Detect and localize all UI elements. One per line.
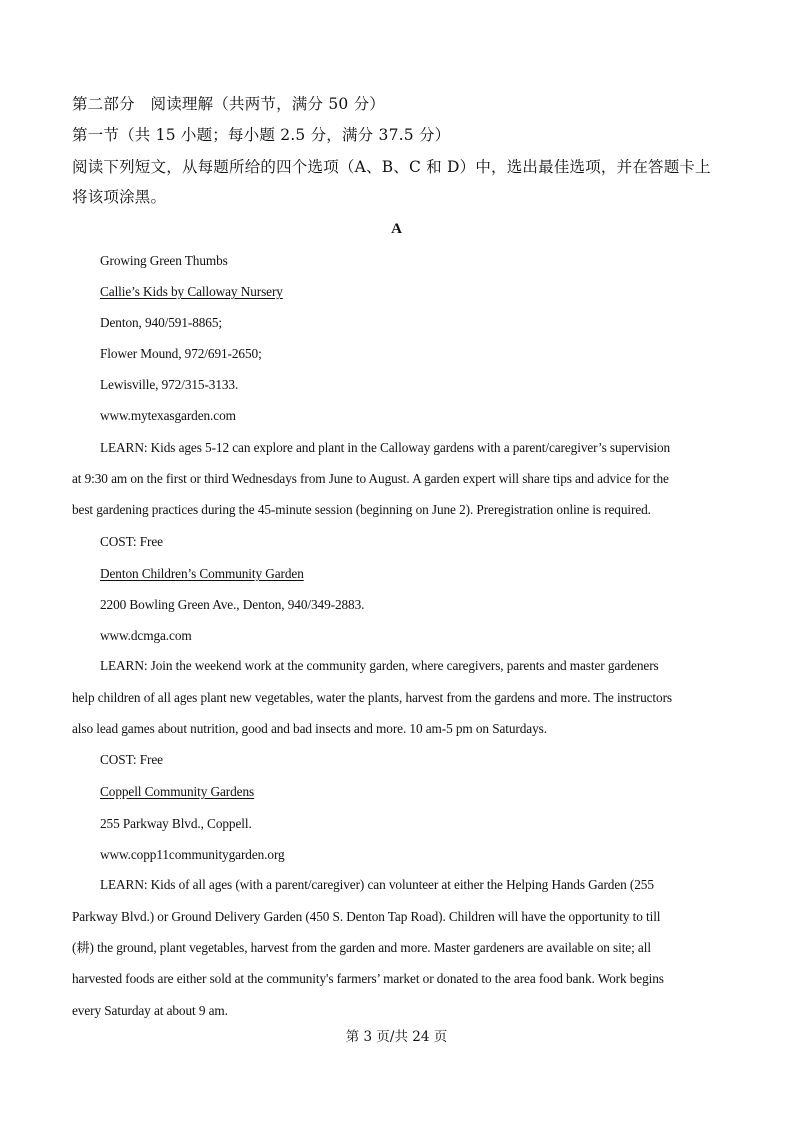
entry-learn-line: Parkway Blvd.) or Ground Delivery Garden (450 S. Denton Tap Road). Children will have the opportunity to till <box>72 909 661 924</box>
subsection-heading: 第一节（共 15 小题；每小题 2.5 分，满分 37.5 分） <box>72 126 451 144</box>
entry-learn-line: every Saturday at about 9 am. <box>72 1003 228 1018</box>
passage-title: Growing Green Thumbs <box>100 253 228 268</box>
entry-cost: COST: Free <box>100 752 163 767</box>
entry-name: Callie’s Kids by Calloway Nursery <box>100 284 283 299</box>
entry-location: Flower Mound, 972/691-2650; <box>100 346 262 361</box>
instructions-line-1: 阅读下列短文，从每题所给的四个选项（A、B、C 和 D）中，选出最佳选项，并在答题卡上 <box>72 158 711 176</box>
instructions-line-2: 将该项涂黑。 <box>72 188 167 206</box>
page-number: 第 3 页/共 24 页 <box>345 1029 448 1045</box>
entry-learn-line: best gardening practices during the 45-minute session (beginning on June 2). Preregistration online is required. <box>72 502 651 517</box>
entry-learn-line: help children of all ages plant new vegetables, water the plants, harvest from the gardens and more. The instructors <box>72 690 672 705</box>
entry-learn-line: LEARN: Join the weekend work at the community garden, where caregivers, parents and master gardeners <box>100 658 659 673</box>
entry-location: 2200 Bowling Green Ave., Denton, 940/349-2883. <box>100 597 365 612</box>
entry-learn-line: harvested foods are either sold at the community's farmers’ market or donated to the area food bank. Work begins <box>72 971 664 986</box>
entry-name: Denton Children’s Community Garden <box>100 566 304 581</box>
entry-learn-line: LEARN: Kids of all ages (with a parent/caregiver) can volunteer at either the Helping Hands Garden (255 <box>100 877 654 892</box>
entry-learn-line: at 9:30 am on the first or third Wednesdays from June to August. A garden expert will share tips and advice for the <box>72 471 669 486</box>
entry-location: Denton, 940/591-8865; <box>100 315 222 330</box>
entry-location: Lewisville, 972/315-3133. <box>100 377 239 392</box>
section-heading: 第二部分 阅读理解（共两节，满分 50 分） <box>72 95 385 113</box>
entry-name: Coppell Community Gardens <box>100 784 255 799</box>
entry-cost: COST: Free <box>100 534 163 549</box>
entry-location: 255 Parkway Blvd., Coppell. <box>100 816 252 831</box>
entry-learn-line: (耕) the ground, plant vegetables, harvest from the garden and more. Master gardeners are available on site; all <box>72 940 651 955</box>
entry-learn-line: also lead games about nutrition, good and bad insects and more. 10 am-5 pm on Saturdays. <box>72 721 547 736</box>
entry-website: www.copp11communitygarden.org <box>100 847 285 862</box>
entry-learn-line: LEARN: Kids ages 5-12 can explore and plant in the Calloway gardens with a parent/caregiver’s supervision <box>100 440 671 455</box>
passage-label: A <box>391 221 402 237</box>
entry-website: www.dcmga.com <box>100 628 192 643</box>
entry-website: www.mytexasgarden.com <box>100 408 236 423</box>
